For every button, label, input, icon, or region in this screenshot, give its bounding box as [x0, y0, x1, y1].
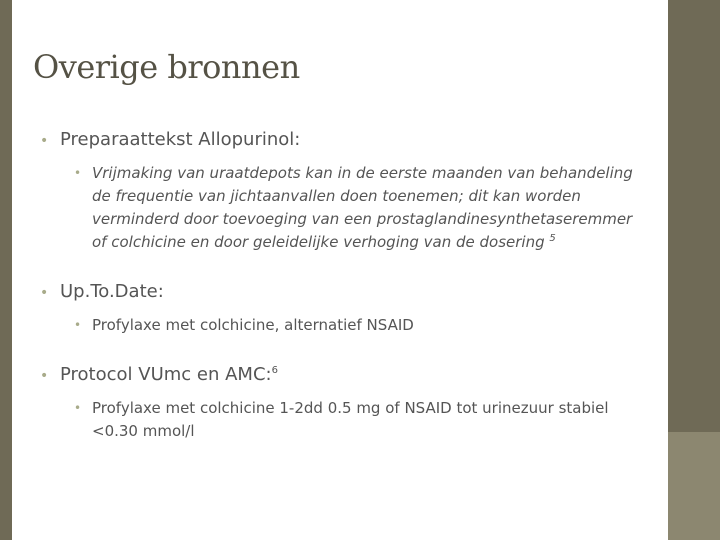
sub-bullet-profylaxe-dosering — [74, 397, 640, 443]
bullet-uptodate — [40, 280, 640, 304]
sub-bullet-profylaxe-nsaid — [74, 314, 640, 337]
sub-bullet-vrijmaking — [74, 162, 640, 254]
bullet-preparaattekst — [40, 128, 640, 152]
slide-title: Overige bronnen — [33, 48, 300, 86]
bullet-icon: • — [40, 133, 49, 149]
bullet-icon: • — [74, 318, 82, 332]
bullet-label: Preparaattekst Allopurinol: — [60, 129, 301, 150]
bullet-label: Up.To.Date: — [60, 281, 164, 302]
sub-bullet-text: Profylaxe met colchicine, alternatief NSAID — [92, 316, 414, 334]
bullet-icon: • — [74, 166, 82, 180]
sub-bullet-text: Profylaxe met colchicine 1-2dd 0.5 mg of NSAID tot urinezuur stabiel <0.30 mmol/l — [92, 399, 609, 440]
reference-superscript: 6 — [271, 365, 278, 376]
sub-bullet-text: Vrijmaking van uraatdepots kan in de eerste maanden van behandeling de frequentie van jichtaanvallen doen toenemen; dit kan worden verminderd door toevoeging van een prostaglandinesynthetaseremmer of colchicine en door geleidelijke verhoging van de dosering — [92, 164, 633, 251]
bullet-protocol — [40, 363, 640, 387]
bullet-label: Protocol VUmc en AMC: — [60, 364, 272, 385]
slide-content — [40, 128, 640, 443]
bullet-icon: • — [40, 285, 49, 301]
reference-superscript: 5 — [549, 233, 556, 244]
decorative-sidebar-accent — [668, 432, 720, 540]
bullet-icon: • — [74, 401, 82, 415]
bullet-icon: • — [40, 368, 49, 384]
